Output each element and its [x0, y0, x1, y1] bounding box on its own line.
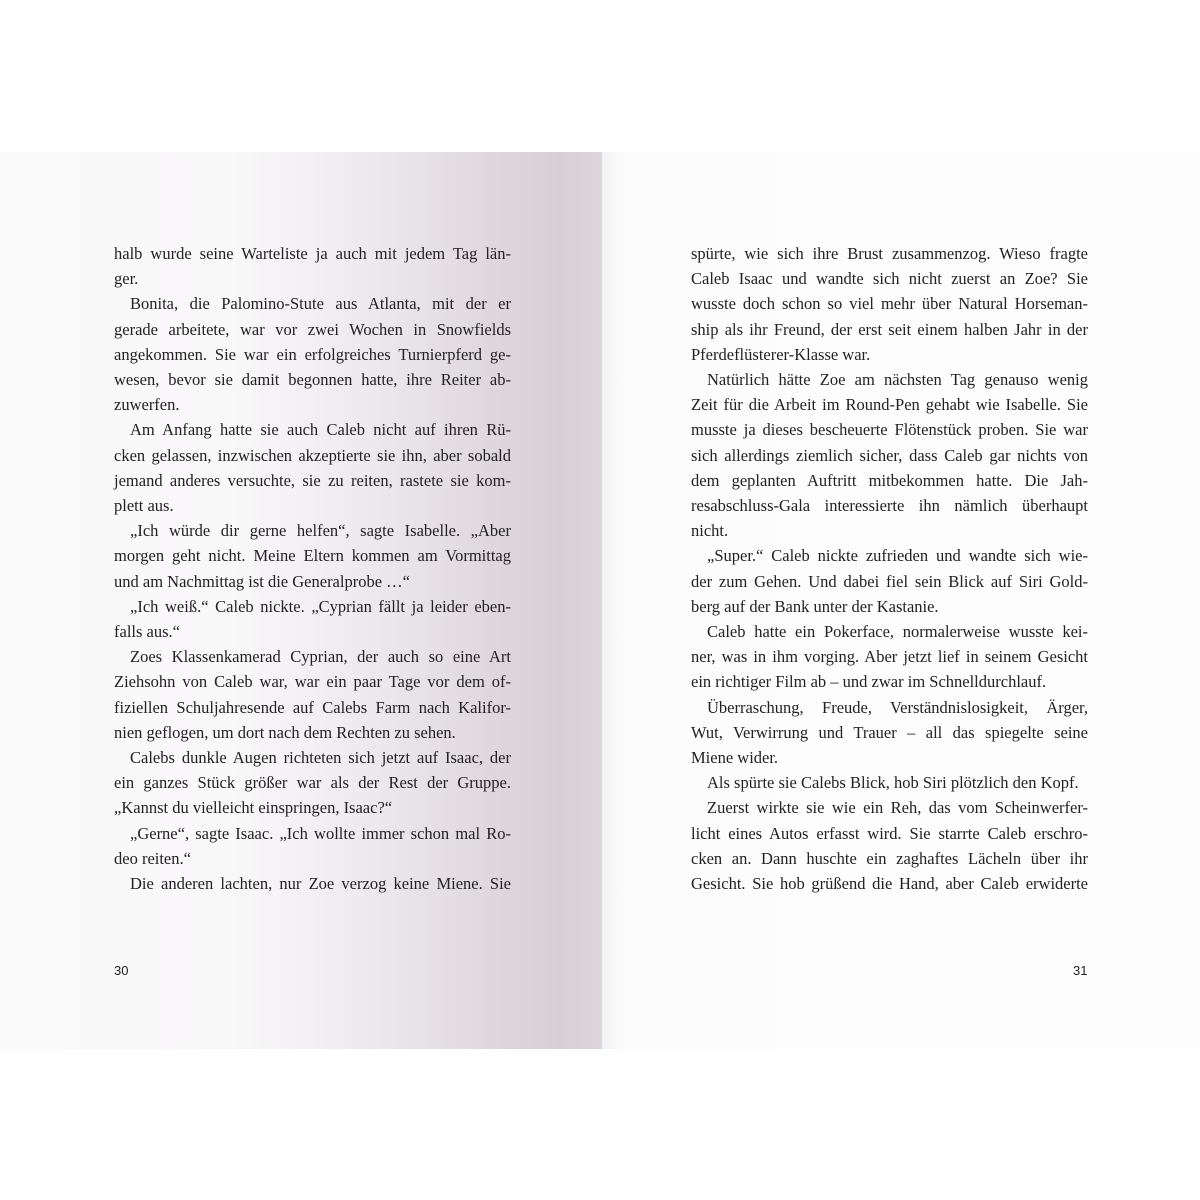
- text-line: „Kannst du vielleicht einspringen, Isaac?“: [114, 798, 393, 818]
- text-line: plett aus.: [114, 496, 174, 516]
- text-line: berg auf der Bank unter der Kastanie.: [691, 596, 939, 616]
- text-line: Zoes Klassenkamerad Cyprian, der auch so eine Art: [130, 647, 511, 667]
- text-line: sich allerdings ziemlich sicher, dass Caleb gar nichts von: [691, 445, 1088, 465]
- text-line: licht eines Autos erfasst wird. Sie starrte Caleb erschro-: [691, 823, 1088, 843]
- text-line: ger.: [114, 269, 139, 289]
- left-page: [0, 152, 602, 1049]
- text-line: „Ich weiß.“ Caleb nickte. „Cyprian fällt ja leider eben-: [130, 596, 511, 616]
- text-line: Überraschung, Freude, Verständnislosigkeit, Ärger,: [707, 697, 1088, 717]
- text-line: wusste doch schon so viel mehr über Natural Horseman-: [691, 294, 1088, 314]
- text-line: fiziellen Schuljahresende auf Calebs Farm nach Kalifor-: [114, 697, 511, 717]
- text-line: zuwerfen.: [114, 395, 180, 415]
- text-line: ner, was in ihm vorging. Aber jetzt lief in seinem Gesicht: [691, 647, 1088, 667]
- text-line: angekommen. Sie war ein erfolgreiches Turnierpferd ge-: [114, 344, 511, 364]
- text-line: Ziehsohn von Caleb war, war ein paar Tage vor dem of-: [114, 672, 511, 692]
- text-line: Gesicht. Sie hob grüßend die Hand, aber Caleb erwiderte: [691, 874, 1088, 894]
- text-line: Die anderen lachten, nur Zoe verzog keine Miene. Sie: [130, 874, 511, 894]
- book-spread: [0, 152, 1200, 1049]
- left-page-number: 30: [114, 963, 129, 978]
- text-line: gerade arbeitete, war vor zwei Wochen in Snowfields: [114, 319, 511, 339]
- text-line: falls aus.“: [114, 622, 180, 642]
- text-line: Caleb Isaac und wandte sich nicht zuerst an Zoe? Sie: [691, 269, 1088, 289]
- right-page-body-text: [691, 241, 1088, 896]
- text-line: Miene wider.: [691, 748, 779, 768]
- text-line: deo reiten.“: [114, 848, 191, 868]
- text-line: der zum Gehen. Und dabei fiel sein Blick auf Siri Gold-: [691, 571, 1088, 591]
- text-line: jemand anderes versuchte, sie zu reiten, rastete sie kom-: [114, 470, 511, 490]
- text-line: halb wurde seine Warteliste ja auch mit jedem Tag län-: [114, 244, 511, 263]
- text-line: „Ich würde dir gerne helfen“, sagte Isabelle. „Aber: [130, 521, 511, 541]
- text-line: Zuerst wirkte sie wie ein Reh, das vom Scheinwerfer-: [707, 798, 1088, 818]
- text-line: „Gerne“, sagte Isaac. „Ich wollte immer schon mal Ro-: [130, 823, 511, 843]
- text-line: Calebs dunkle Augen richteten sich jetzt auf Isaac, der: [130, 748, 511, 768]
- text-line: resabschluss-Gala interessierte ihn nämlich überhaupt: [691, 496, 1088, 516]
- text-line: ein ganzes Stück größer war als der Rest der Gruppe.: [114, 773, 511, 793]
- text-line: cken gelassen, inzwischen akzeptierte sie ihn, aber sobald: [114, 445, 511, 465]
- text-line: Zeit für die Arbeit im Round-Pen gehabt wie Isabelle. Sie: [691, 395, 1088, 415]
- text-line: Caleb hatte ein Pokerface, normalerweise wusste kei-: [707, 622, 1088, 642]
- text-line: „Super.“ Caleb nickte zufrieden und wandte sich wie-: [707, 546, 1088, 566]
- text-line: spürte, wie sich ihre Brust zusammenzog. Wieso fragte: [691, 244, 1088, 263]
- text-line: ein richtiger Film ab – und zwar im Schnelldurchlauf.: [691, 672, 1047, 692]
- text-line: cken an. Dann huschte ein zaghaftes Lächeln über ihr: [691, 848, 1088, 868]
- right-page-number: 31: [1073, 963, 1088, 978]
- text-line: musste ja dieses bescheuerte Flötenstück proben. Sie war: [691, 420, 1088, 440]
- text-line: dem geplanten Auftritt mitbekommen hatte. Die Jah-: [691, 470, 1088, 490]
- text-line: Pferdeflüsterer-Klasse war.: [691, 344, 871, 364]
- text-line: morgen geht nicht. Meine Eltern kommen am Vormittag: [114, 546, 511, 566]
- right-page: [602, 152, 1200, 1049]
- text-line: wesen, bevor sie damit begonnen hatte, ihre Reiter ab-: [114, 370, 511, 390]
- text-line: Bonita, die Palomino-Stute aus Atlanta, mit der er: [130, 294, 511, 314]
- text-line: Als spürte sie Calebs Blick, hob Siri plötzlich den Kopf.: [707, 773, 1079, 793]
- text-line: ship als ihr Freund, der erst seit einem halben Jahr in der: [691, 319, 1088, 339]
- text-line: und am Nachmittag ist die Generalprobe …“: [114, 571, 410, 591]
- text-line: nien geflogen, um dort nach dem Rechten zu sehen.: [114, 722, 456, 742]
- text-line: Am Anfang hatte sie auch Caleb nicht auf ihren Rü-: [130, 420, 511, 440]
- text-line: nicht.: [691, 521, 729, 541]
- text-line: Wut, Verwirrung und Trauer – all das spiegelte seine: [691, 722, 1088, 742]
- text-line: Natürlich hätte Zoe am nächsten Tag genauso wenig: [707, 370, 1088, 390]
- left-page-body-text: [114, 241, 511, 896]
